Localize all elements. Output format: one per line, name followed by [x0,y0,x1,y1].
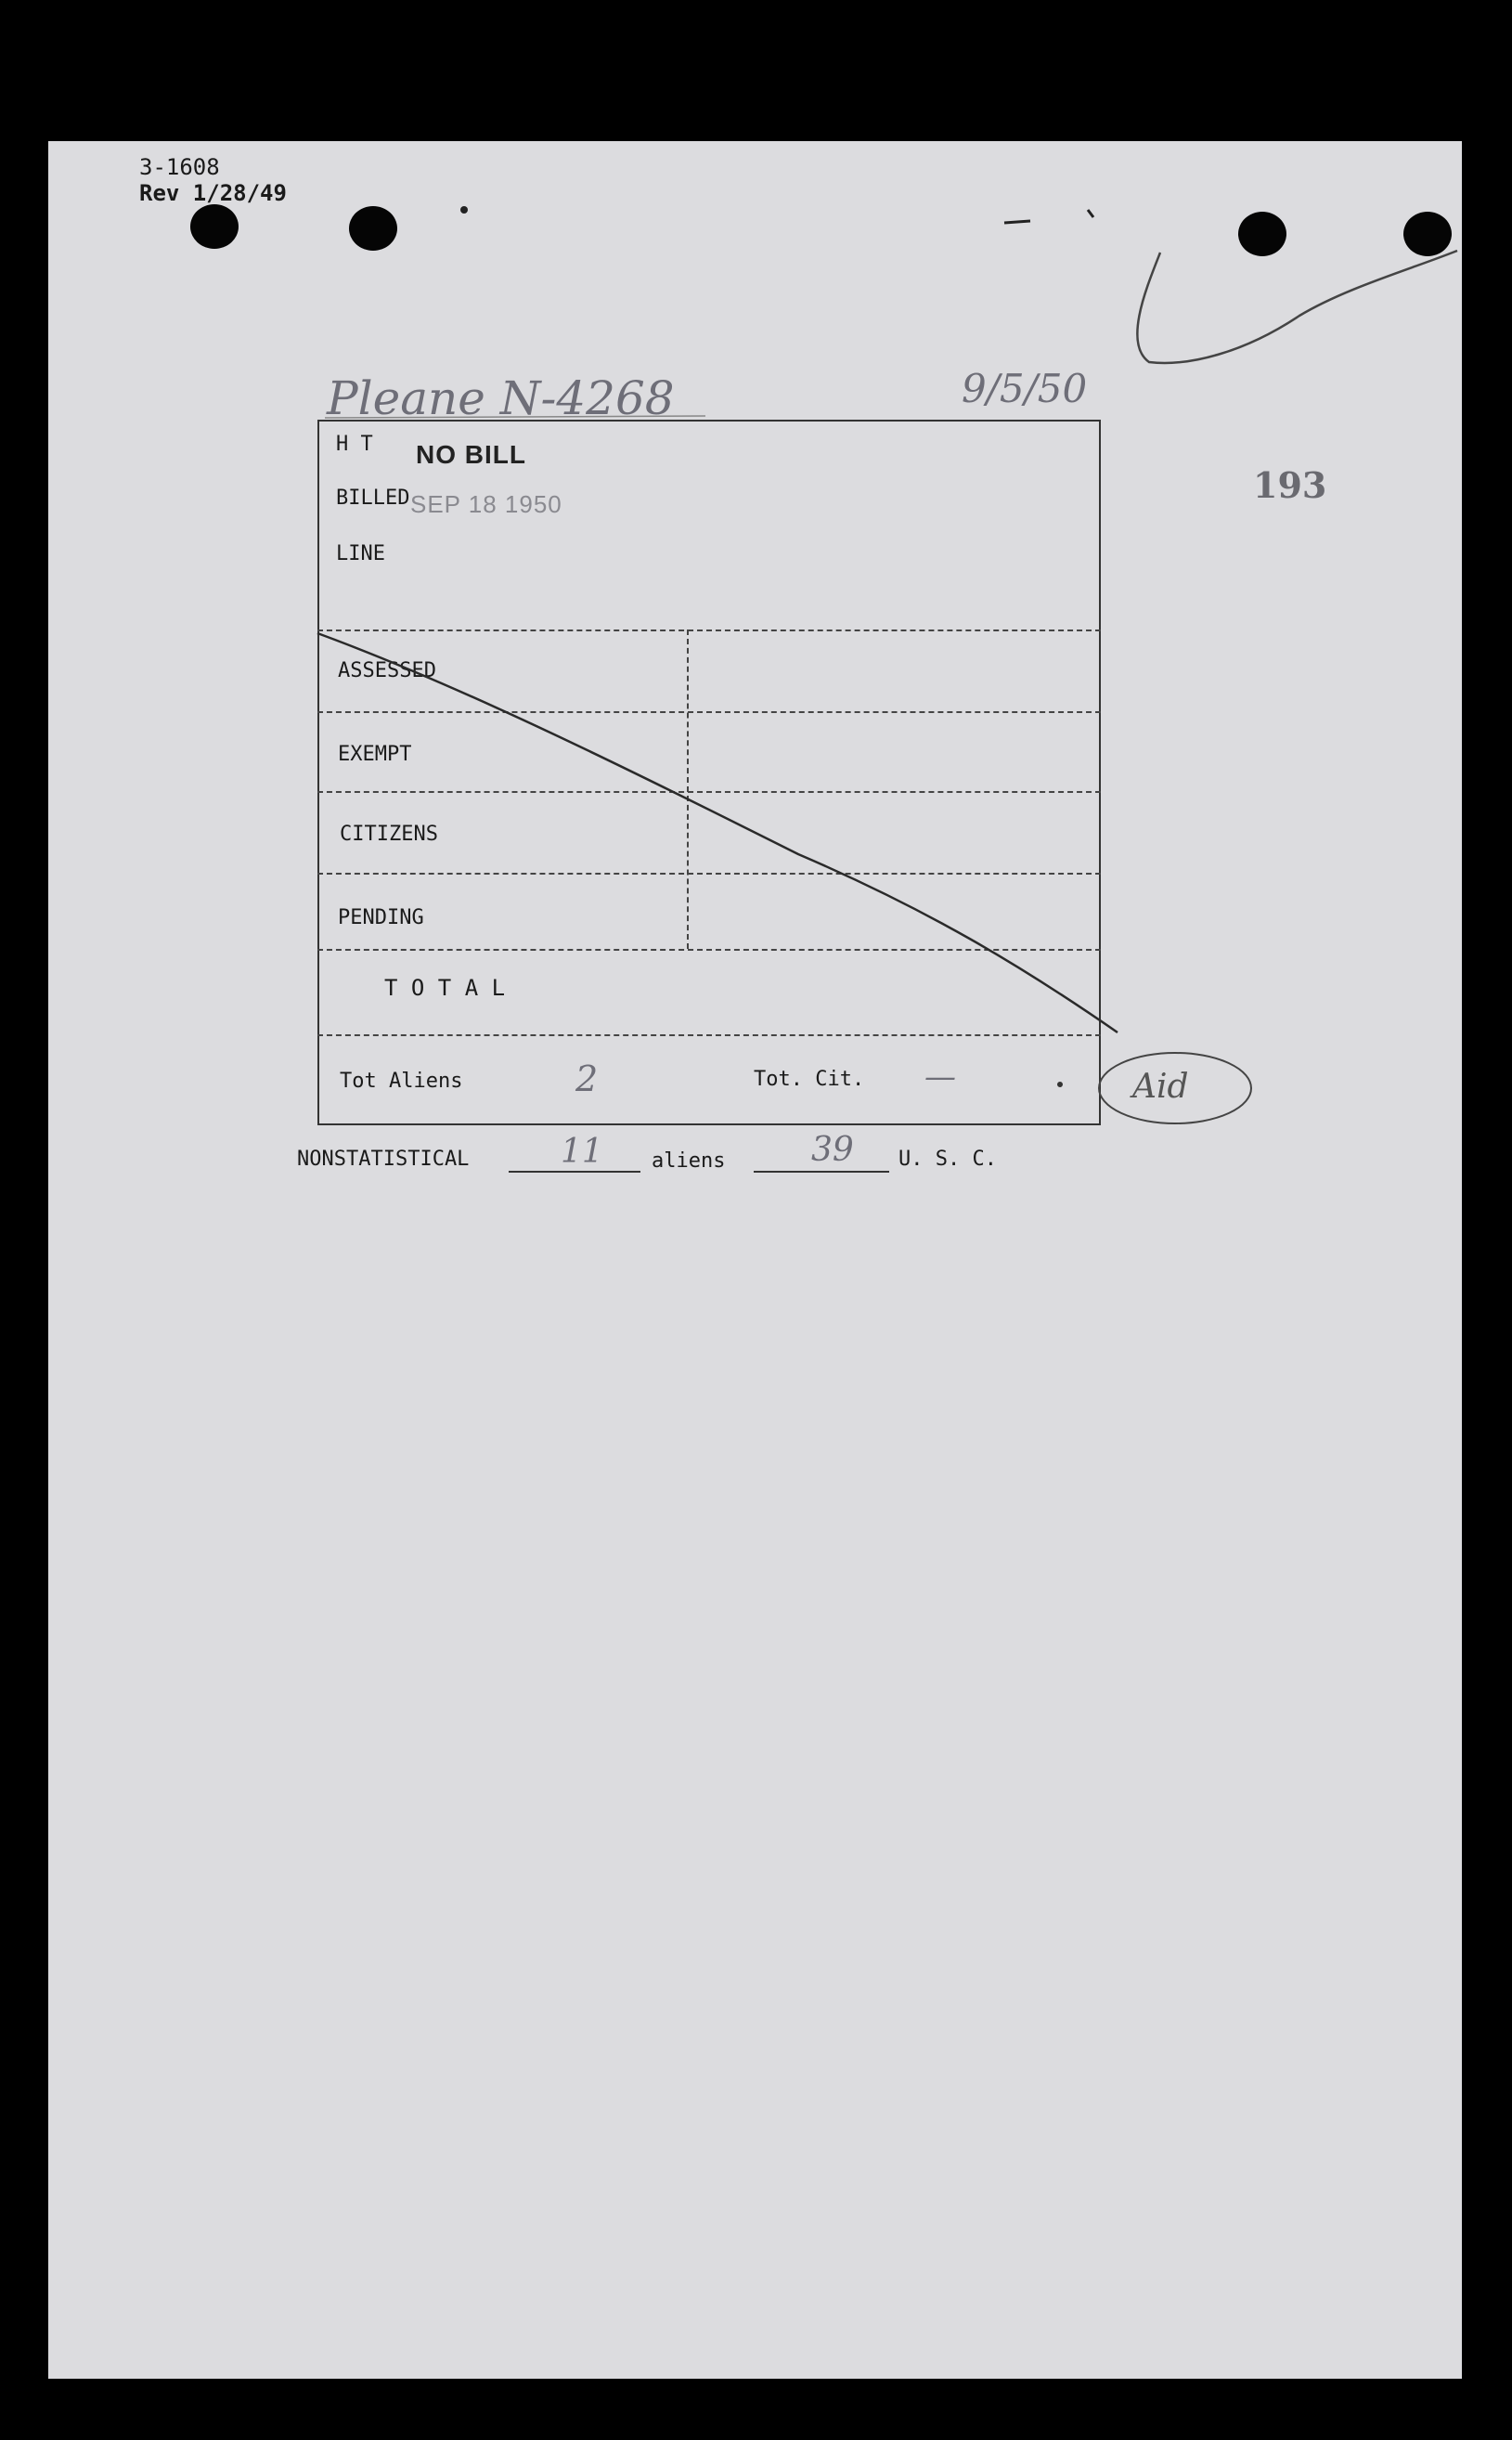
check-mark [1137,251,1457,363]
row-label-pending: PENDING [338,906,424,929]
top-dot [460,206,468,214]
row-label-assessed: ASSESSED [338,659,436,682]
form-revision: Rev 1/28/49 [139,180,287,206]
initials-circle [1099,1053,1251,1123]
form-number: 3-1608 [139,154,220,180]
tot-cit-label: Tot. Cit. [754,1068,865,1091]
row-label-citizens: CITIZENS [340,823,438,846]
line-label: LINE [336,542,385,565]
billed-label: BILLED [336,487,410,510]
cancel-line [317,633,1118,1032]
nonstat-aliens-value: 11 [561,1133,603,1171]
name-underline [325,416,705,418]
handwritten-initials: Aid [1132,1068,1189,1106]
row-label-exempt: EXEMPT [338,743,412,766]
date-stamp: SEP 18 1950 [410,490,562,518]
handwritten-date: 9/5/50 [962,366,1088,411]
page-number: 193 [1253,464,1327,506]
handwritten-name: Pleane N-4268 [327,371,675,425]
tot-cit-value: — [924,1058,956,1096]
dot-mark [1057,1082,1063,1087]
nonstat-aliens-label: aliens [652,1149,726,1173]
tot-aliens-value: 2 [575,1058,599,1099]
total-label: T O T A L [384,975,506,1001]
top-mark [1004,210,1093,223]
nonstat-label: NONSTATISTICAL [297,1148,470,1171]
no-bill-stamp: NO BILL [416,440,526,469]
nonstat-usc-label: U. S. C. [898,1148,997,1171]
tot-aliens-label: Tot Aliens [340,1070,463,1093]
ht-label: H T [336,433,373,456]
nonstat-usc-value: 39 [811,1131,854,1169]
